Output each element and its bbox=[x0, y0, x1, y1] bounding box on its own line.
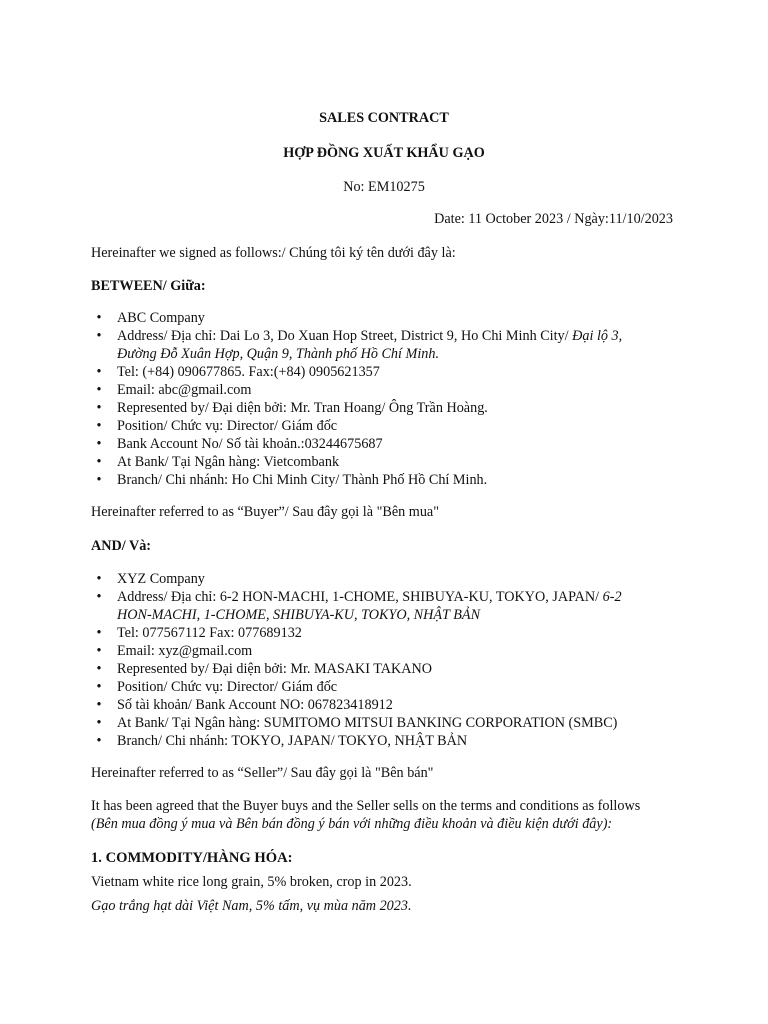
bullet-icon: • bbox=[96, 328, 102, 344]
contract-date: Date: 11 October 2023 / Ngày:11/10/2023 bbox=[434, 211, 673, 227]
bullet-icon: • bbox=[96, 589, 102, 605]
bullet-icon: • bbox=[96, 571, 102, 587]
bullet-icon: • bbox=[96, 715, 102, 731]
list-item: • Address/ Địa chỉ: 6-2 HON-MACHI, 1-CHOME, SHIBUYA-KU, TOKYO, JAPAN/ 6-2 HON-MACHI, 1-CHOME, SHIBUYA-KU, TOKYO, NHẬT BẢN bbox=[91, 588, 691, 624]
list-item: • Email: abc@gmail.com bbox=[91, 381, 691, 399]
agreement-text: It has been agreed that the Buyer buys and the Seller sells on the terms and conditions as follows bbox=[91, 798, 641, 814]
seller-address-vn-cont: HON-MACHI, 1-CHOME, SHIBUYA-KU, TOKYO, NHẬT BẢN bbox=[117, 607, 481, 623]
commodity-heading: 1. COMMODITY/HÀNG HÓA: bbox=[91, 850, 293, 866]
list-item: • Address/ Địa chỉ: Dai Lo 3, Do Xuan Hop Street, District 9, Ho Chi Minh City/ Đại lộ 3, Đường Đỗ Xuân Hợp, Quận 9, Thành phố Hồ Chí Minh. bbox=[91, 327, 691, 363]
seller-details-list bbox=[91, 570, 691, 750]
list-item: • Position/ Chức vụ: Director/ Giám đốc bbox=[91, 678, 691, 696]
list-item: • Số tài khoản/ Bank Account NO: 067823418912 bbox=[91, 696, 691, 714]
list-item: • ABC Company bbox=[91, 309, 691, 327]
bullet-icon: • bbox=[96, 661, 102, 677]
list-item: • Tel: (+84) 090677865. Fax:(+84) 0905621357 bbox=[91, 363, 691, 381]
list-item: • At Bank/ Tại Ngân hàng: SUMITOMO MITSUI BANKING CORPORATION (SMBC) bbox=[91, 714, 691, 732]
seller-address-vn: 6-2 bbox=[602, 589, 622, 605]
contract-title-vn: HỢP ĐỒNG XUẤT KHẨU GẠO bbox=[283, 145, 485, 161]
bullet-icon: • bbox=[96, 364, 102, 380]
agreement-text-vn: (Bên mua đồng ý mua và Bên bán đồng ý bán với những điều khoản và điều kiện dưới đây): bbox=[91, 816, 613, 832]
buyer-address-vn: Đại lộ 3, bbox=[572, 328, 623, 344]
list-item: • Email: xyz@gmail.com bbox=[91, 642, 691, 660]
list-item: • Branch/ Chi nhánh: Ho Chi Minh City/ Thành Phố Hồ Chí Minh. bbox=[91, 471, 691, 489]
buyer-address-vn-cont: Đường Đỗ Xuân Hợp, Quận 9, Thành phố Hồ Chí Minh. bbox=[117, 346, 440, 362]
bullet-icon: • bbox=[96, 643, 102, 659]
buyer-details-list bbox=[91, 309, 691, 489]
list-item: • At Bank/ Tại Ngân hàng: Vietcombank bbox=[91, 453, 691, 471]
list-item: • Represented by/ Đại diện bởi: Mr. Tran Hoang/ Ông Trần Hoàng. bbox=[91, 399, 691, 417]
list-item: • Branch/ Chi nhánh: TOKYO, JAPAN/ TOKYO, NHẬT BẢN bbox=[91, 732, 691, 750]
list-item: • Represented by/ Đại diện bởi: Mr. MASAKI TAKANO bbox=[91, 660, 691, 678]
bullet-icon: • bbox=[96, 454, 102, 470]
bullet-icon: • bbox=[96, 382, 102, 398]
bullet-icon: • bbox=[96, 400, 102, 416]
bullet-icon: • bbox=[96, 310, 102, 326]
bullet-icon: • bbox=[96, 733, 102, 749]
list-item: • Position/ Chức vụ: Director/ Giám đốc bbox=[91, 417, 691, 435]
commodity-text: Vietnam white rice long grain, 5% broken, crop in 2023. bbox=[91, 874, 412, 890]
list-item: • Bank Account No/ Số tài khoản.:03244675687 bbox=[91, 435, 691, 453]
between-label: BETWEEN/ Giữa: bbox=[91, 278, 206, 294]
list-item: • XYZ Company bbox=[91, 570, 691, 588]
commodity-text-vn: Gạo trắng hạt dài Việt Nam, 5% tấm, vụ mùa năm 2023. bbox=[91, 898, 412, 914]
bullet-icon: • bbox=[96, 418, 102, 434]
bullet-icon: • bbox=[96, 436, 102, 452]
contract-title: SALES CONTRACT bbox=[319, 110, 449, 126]
list-item: • Tel: 077567112 Fax: 077689132 bbox=[91, 624, 691, 642]
bullet-icon: • bbox=[96, 472, 102, 488]
and-label: AND/ Và: bbox=[91, 538, 152, 554]
seller-referred-text: Hereinafter referred to as “Seller”/ Sau đây gọi là "Bên bán" bbox=[91, 765, 434, 781]
buyer-referred-text: Hereinafter referred to as “Buyer”/ Sau đây gọi là "Bên mua" bbox=[91, 504, 439, 520]
bullet-icon: • bbox=[96, 679, 102, 695]
bullet-icon: • bbox=[96, 697, 102, 713]
bullet-icon: • bbox=[96, 625, 102, 641]
intro-text: Hereinafter we signed as follows:/ Chúng tôi ký tên dưới đây là: bbox=[91, 245, 456, 261]
contract-number: No: EM10275 bbox=[343, 179, 425, 195]
